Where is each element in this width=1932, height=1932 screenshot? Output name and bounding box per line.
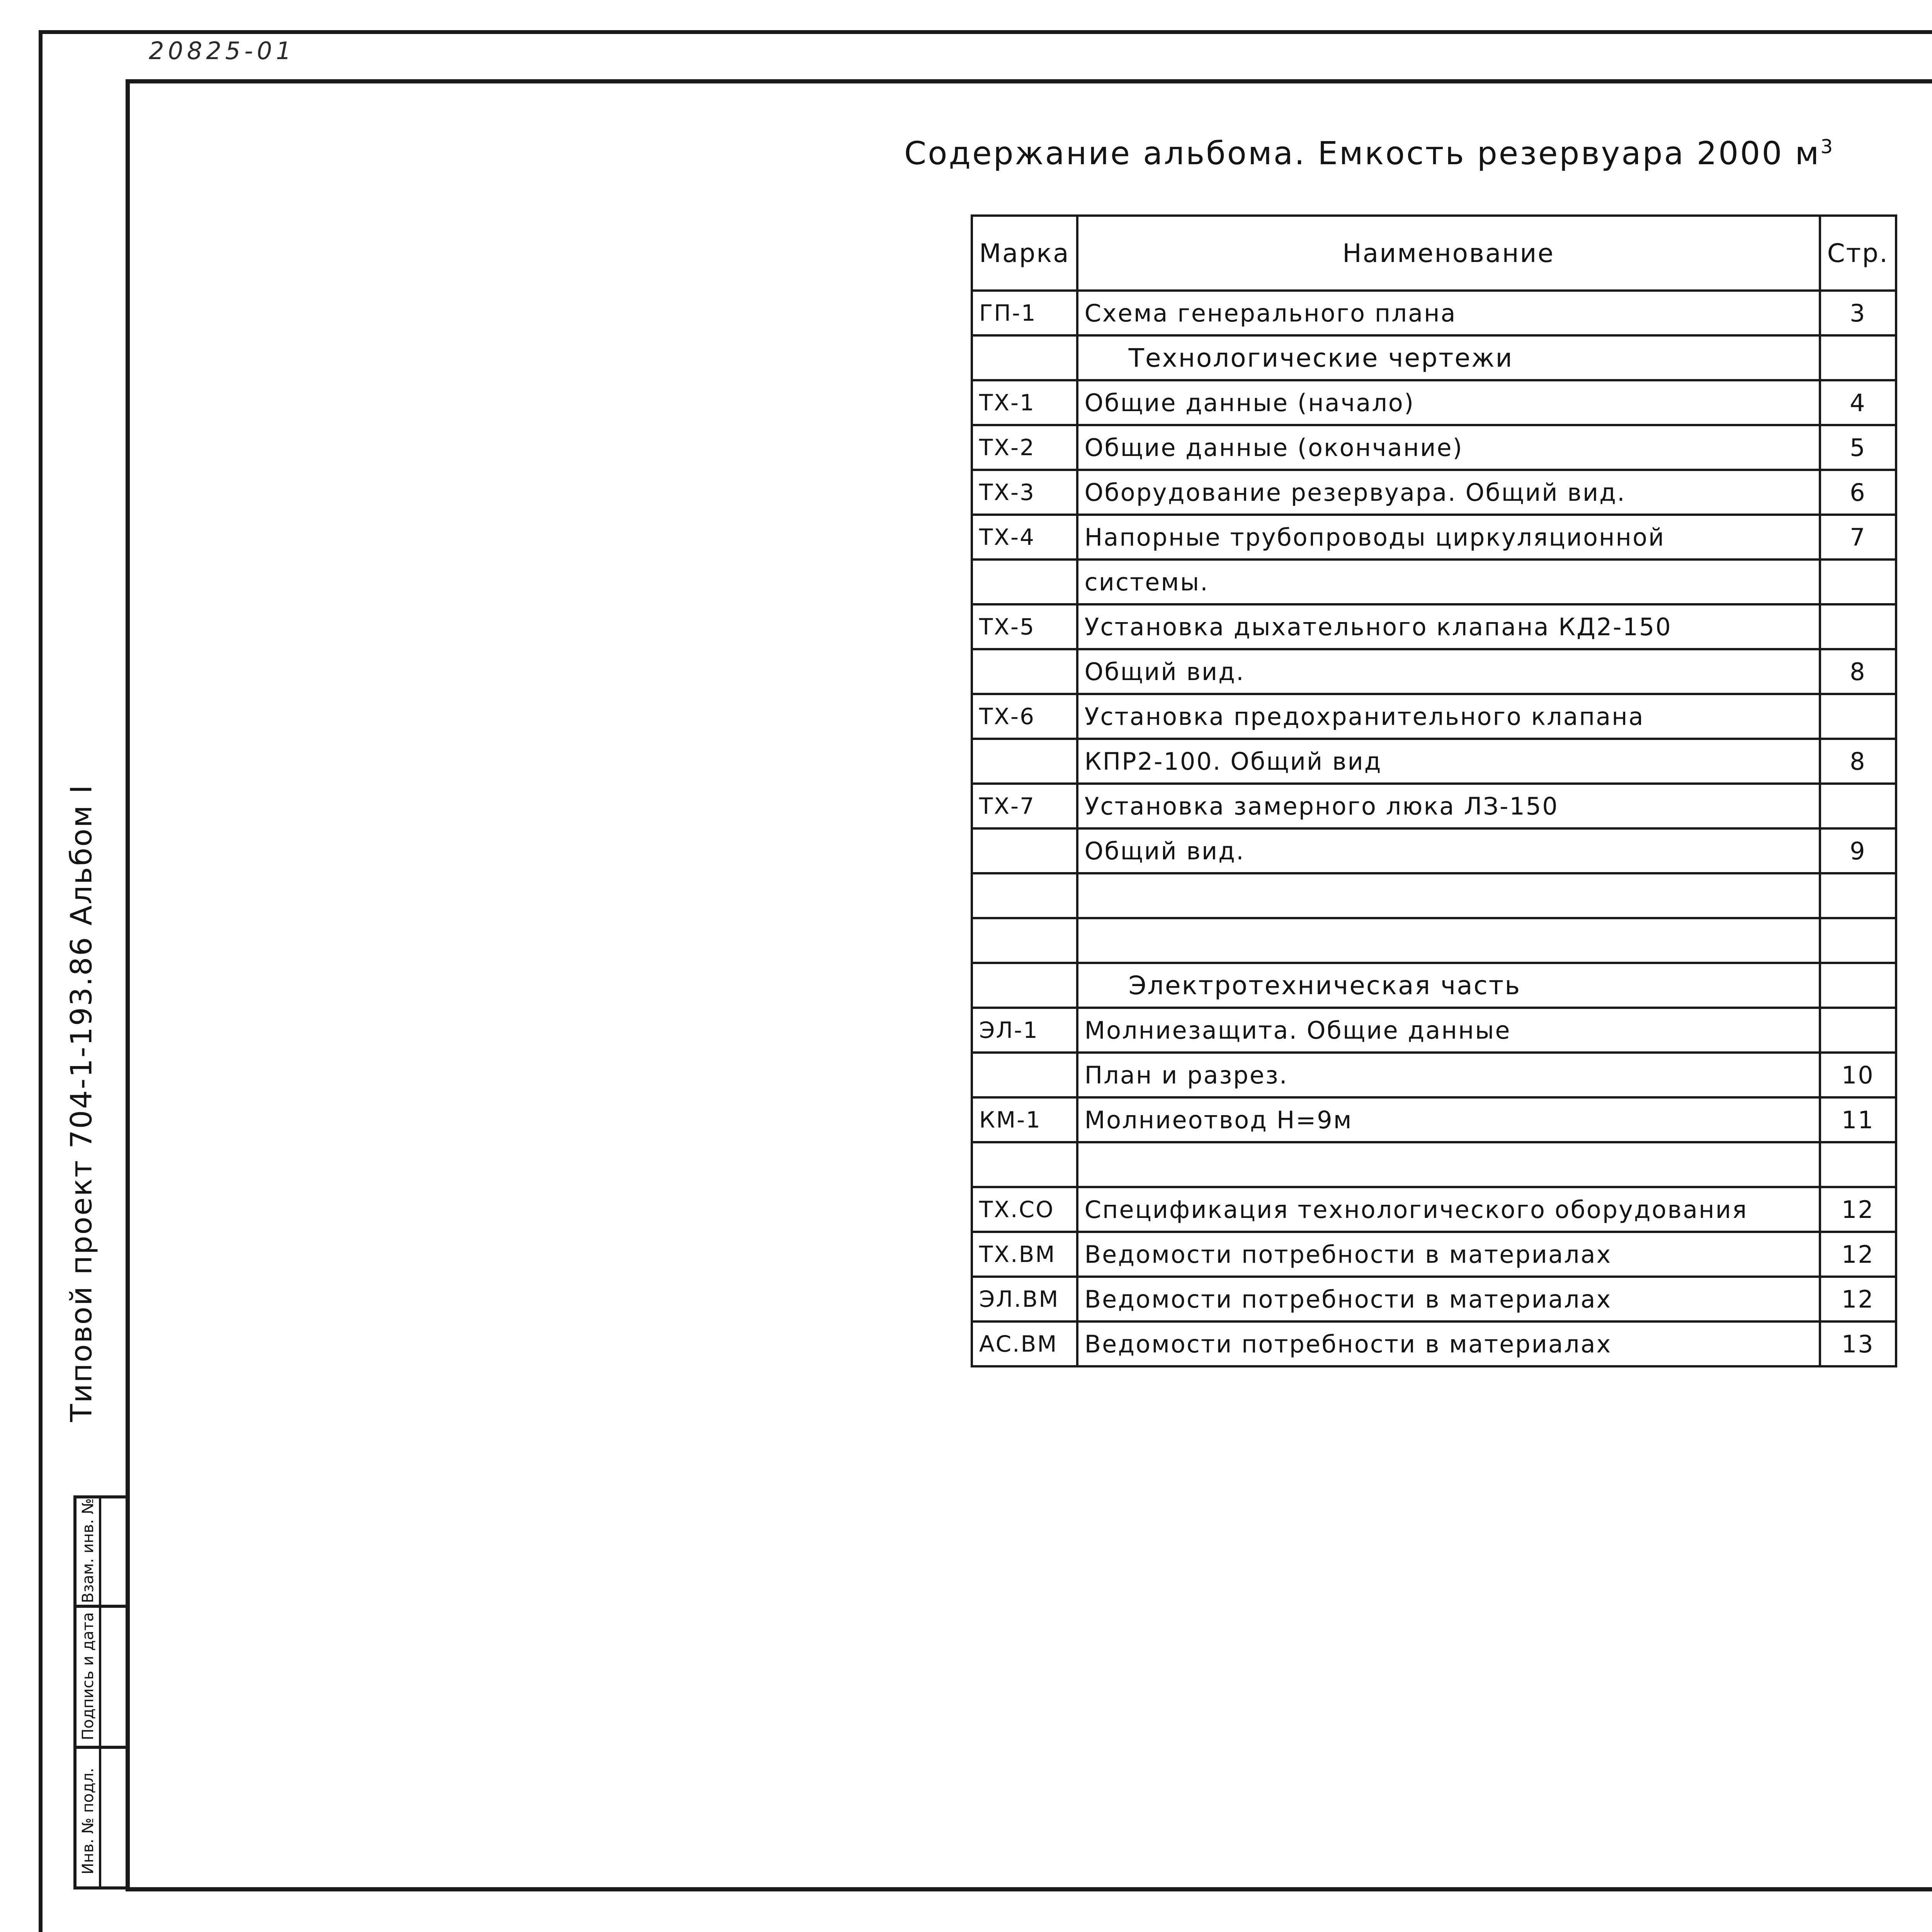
table-row [972, 739, 1896, 784]
cell-name: Ведомости потребности в материалах [1077, 1232, 1820, 1277]
cell-page [1820, 963, 1896, 1008]
cell-name: Установка дыхательного клапана КД2-150 [1077, 604, 1820, 649]
cell-name: Напорные трубопроводы циркуляционной [1077, 515, 1820, 560]
cell-name: Спецификация технологического оборудования [1077, 1187, 1820, 1232]
cell-code [972, 873, 1077, 918]
cell-page: 7 [1820, 515, 1896, 560]
cell-name: Установка предохранительного клапана [1077, 694, 1820, 739]
cell-name: Общие данные (начало) [1077, 380, 1820, 425]
cell-name: Ведомости потребности в материалах [1077, 1321, 1820, 1366]
cell-code [972, 560, 1077, 604]
cell-code [972, 918, 1077, 963]
cell-page [1820, 335, 1896, 380]
cell-name: Общие данные (окончание) [1077, 425, 1820, 470]
cell-code [972, 335, 1077, 380]
cell-page [1820, 873, 1896, 918]
cell-code: ТХ-4 [972, 515, 1077, 560]
table-row [972, 1097, 1896, 1142]
cell-code: ТХ-2 [972, 425, 1077, 470]
cell-name [1077, 918, 1820, 963]
table-header-row [972, 216, 1896, 291]
table-row [972, 784, 1896, 828]
cell-code: ТХ-1 [972, 380, 1077, 425]
table-row [972, 694, 1896, 739]
cell-name: Оборудование резервуара. Общий вид. [1077, 470, 1820, 515]
table-row [972, 1053, 1896, 1097]
stamp-label-signature: Подпись и дата [79, 1612, 97, 1740]
header-name: Наименование [1077, 216, 1820, 291]
cell-page: 11 [1820, 1097, 1896, 1142]
side-project-label: Типовой проект 704-1-193.86 Альбом I [64, 784, 99, 1422]
table-row [972, 1277, 1896, 1321]
table-row [972, 515, 1896, 560]
cell-page [1820, 560, 1896, 604]
cell-code [972, 739, 1077, 784]
cell-page: 12 [1820, 1232, 1896, 1277]
header-code: Марка [972, 216, 1077, 291]
table-row [972, 1321, 1896, 1366]
cell-page [1820, 1142, 1896, 1187]
cell-name: Общий вид. [1077, 828, 1820, 873]
cell-name: Электротехническая часть [1077, 963, 1820, 1008]
table-row [972, 291, 1896, 335]
stamp-label-inventory: Инв. № подл. [79, 1768, 97, 1874]
cell-page [1820, 604, 1896, 649]
cell-page: 13 [1820, 1321, 1896, 1366]
contents-table [971, 214, 1897, 1367]
cell-code: ТХ.ВМ [972, 1232, 1077, 1277]
cell-name: Технологические чертежи [1077, 335, 1820, 380]
table-row [972, 425, 1896, 470]
cell-name: Общий вид. [1077, 649, 1820, 694]
cell-page: 12 [1820, 1187, 1896, 1232]
cell-code: ТХ.СО [972, 1187, 1077, 1232]
cell-name [1077, 873, 1820, 918]
table-row [972, 380, 1896, 425]
table-row [972, 335, 1896, 380]
cell-code [972, 649, 1077, 694]
cell-name: Молниеотвод Н=9м [1077, 1097, 1820, 1142]
title-superscript: 3 [1820, 135, 1835, 158]
cell-code [972, 963, 1077, 1008]
cell-page: 12 [1820, 1277, 1896, 1321]
cell-code: ТХ-5 [972, 604, 1077, 649]
cell-page: 3 [1820, 291, 1896, 335]
table-row [972, 1008, 1896, 1053]
cell-code: ТХ-6 [972, 694, 1077, 739]
archive-number: 20825-01 [149, 37, 295, 65]
page-title [904, 135, 1834, 172]
table-row [972, 604, 1896, 649]
stamp-label-replacement: Взам. инв. № [79, 1498, 97, 1603]
cell-code: ЭЛ-1 [972, 1008, 1077, 1053]
table-row [972, 649, 1896, 694]
table-row [972, 918, 1896, 963]
cell-code: ЭЛ.ВМ [972, 1277, 1077, 1321]
table-body [972, 291, 1896, 1366]
cell-name: Схема генерального плана [1077, 291, 1820, 335]
cell-page [1820, 1008, 1896, 1053]
cell-page: 8 [1820, 649, 1896, 694]
table-row [972, 1232, 1896, 1277]
cell-code: ТХ-3 [972, 470, 1077, 515]
cell-page [1820, 918, 1896, 963]
cell-name: Молниезащита. Общие данные [1077, 1008, 1820, 1053]
cell-page: 8 [1820, 739, 1896, 784]
cell-code: КМ-1 [972, 1097, 1077, 1142]
table-row [972, 1142, 1896, 1187]
cell-name: Ведомости потребности в материалах [1077, 1277, 1820, 1321]
table-row [972, 828, 1896, 873]
cell-code: АС.ВМ [972, 1321, 1077, 1366]
cell-code: ТХ-7 [972, 784, 1077, 828]
cell-page [1820, 784, 1896, 828]
cell-name: Установка замерного люка ЛЗ-150 [1077, 784, 1820, 828]
table-row [972, 1187, 1896, 1232]
cell-name: системы. [1077, 560, 1820, 604]
cell-code [972, 828, 1077, 873]
cell-page: 10 [1820, 1053, 1896, 1097]
table-row [972, 560, 1896, 604]
cell-page [1820, 694, 1896, 739]
table-row [972, 470, 1896, 515]
cell-code: ГП-1 [972, 291, 1077, 335]
cell-page: 5 [1820, 425, 1896, 470]
header-page: Стр. [1820, 216, 1896, 291]
title-text: Содержание альбома. Емкость резервуара 2000 м [904, 135, 1821, 172]
cell-page: 6 [1820, 470, 1896, 515]
cell-name: КПР2-100. Общий вид [1077, 739, 1820, 784]
table-row [972, 963, 1896, 1008]
table-row [972, 873, 1896, 918]
cell-code [972, 1053, 1077, 1097]
cell-page: 9 [1820, 828, 1896, 873]
cell-code [972, 1142, 1077, 1187]
cell-page: 4 [1820, 380, 1896, 425]
cell-name: План и разрез. [1077, 1053, 1820, 1097]
cell-name [1077, 1142, 1820, 1187]
stamp-column-divider [99, 1498, 101, 1886]
approval-stamp [73, 1495, 129, 1889]
